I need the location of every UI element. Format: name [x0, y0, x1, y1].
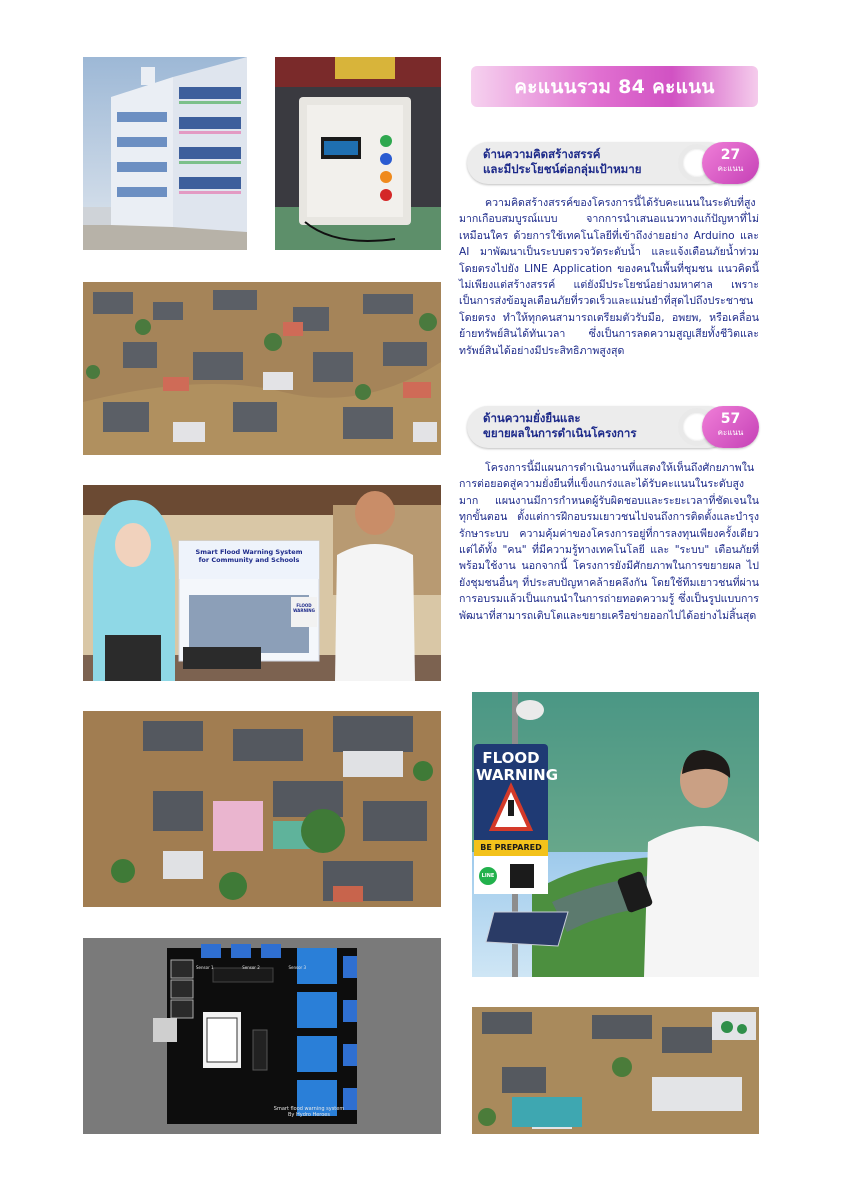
- sign-title-line1: FLOOD: [482, 749, 540, 767]
- section-title-line1: ด้านความยั่งยืนและ: [483, 411, 581, 425]
- section-paragraph-sustainability: โครงการนี้มีแผนการดำเนินงานที่แสดงให้เห็นถึงศักยภาพในการต่อยอดสู่ความยั่งยืนที่แข็งแกร่งและได้รับคะแนนในระดับสูงมาก แผนงานมีการกำหนดผู้รับผิดชอบและระยะเวลาที่ชัดเจนในทุกขั้นตอน ตั้งแต่การฝึกอบรมเยาวชนไปจนถึงการติดตั้งและบำรุงรักษาระบบ ความคุ้มค่าของโครงการอยู่ที่การลงทุนเพียงครั้งเดียว แต่ได้ทั้ง "คน" ที่มีความรู้ทางเทคโนโลยี และ "ระบบ" เตือนภัยที่พร้อมใช้งาน นอกจากนี้ โครงการยังมีศักยภาพในการขยายผล ไปยังชุมชนอื่นๆ ที่ประสบปัญหาคล้ายคลึงกัน โดยใช้ทีมเยาวชนที่ผ่านการอบรมแล้วเป็นแกนนำในการถ่ายทอดความรู้ ซึ่งเป็นรูปแบบการพัฒนาที่สามารถเติบโตและขยายเครือข่ายออกไปได้อย่างไม่สิ้นสุด: [459, 462, 759, 622]
- section-title-line2: และมีประโยชน์ต่อกลุ่มเป้าหมาย: [483, 162, 642, 176]
- sign-title: [476, 749, 559, 784]
- poster-title: [182, 548, 316, 564]
- section-paragraph-creativity: ความคิดสร้างสรรค์ของโครงการนี้ได้รับคะแนนในระดับที่สูงมากเกือบสมบูรณ์แบบ จากการนำเสนอแนวทางแก้ปัญหาที่ไม่เหมือนใคร ด้วยการใช้เทคโนโลยีที่เข้าถึงง่ายอย่าง Arduino และ AI มาพัฒนาเป็นระบบตรวจวัดระดับน้ำ และแจ้งเตือนภัยน้ำท่วมโดยตรงไปยัง LINE Application ของคนในพื้นที่ชุมชน แนวคิดนี้ไม่เพียงแต่สร้างสรรค์ แต่ยังมีประโยชน์อย่างมหาศาล เพราะเป็นการส่งข้อมูลเตือนภัยที่รวดเร็วและแม่นยำที่สุดไปถึงประชาชนโดยตรง ทำให้ทุกคนสามารถเตรียมตัวรับมือ, อพยพ, หรือเคลื่อนย้ายทรัพย์สินได้ทันเวลา ซึ่งเป็นการลดความสูญเสียทั้งชีวิตและทรัพย์สินได้อย่างมีประสิทธิภาพสูงสุด: [459, 197, 759, 357]
- warning-device-photo: [275, 57, 441, 250]
- aerial-flood-photo-1: [83, 282, 441, 455]
- aerial-flood-photo-2: [83, 711, 441, 907]
- pcb-title-line: Smart flood warning system: [273, 1106, 345, 1112]
- section-score-unit: คะแนน: [717, 428, 744, 437]
- flood-warning-sign-photo: [472, 692, 759, 977]
- pcb-sensor-labels: [196, 965, 306, 970]
- section-header-sustainability: [467, 406, 759, 448]
- section-score-badge: [702, 142, 759, 184]
- section-title-line2: ขยายผลในการดำเนินโครงการ: [483, 426, 637, 440]
- poster-title-line1: Smart Flood Warning System: [195, 548, 303, 556]
- section-title: [483, 411, 693, 441]
- poster-badge: FLOOD WARNING: [293, 603, 315, 613]
- section-score-value: 57: [720, 411, 741, 427]
- section-score-badge: [702, 406, 759, 448]
- section-title-line1: ด้านความคิดสร้างสรรค์: [483, 147, 601, 161]
- section-score-unit: คะแนน: [717, 164, 744, 173]
- section-score-value: 27: [720, 147, 741, 163]
- pcb-board-render: [83, 938, 441, 1134]
- total-score-banner: [471, 66, 758, 107]
- aerial-flood-photo-3: [472, 1007, 759, 1134]
- school-building-photo: [83, 57, 247, 250]
- poster-title-line2: for Community and Schools: [198, 556, 300, 564]
- pcb-sensor-2: Sensor 2: [242, 965, 260, 970]
- section-header-creativity: [467, 142, 759, 184]
- students-poster-photo: [83, 485, 441, 681]
- sign-title-line2: WARNING: [476, 766, 559, 784]
- total-score-label: คะแนนรวม 84 คะแนน: [514, 75, 715, 98]
- line-app-icon: LINE: [481, 873, 495, 879]
- pcb-subtitle: By Hydro Heroes: [288, 1112, 330, 1118]
- pcb-title: [259, 1106, 359, 1118]
- sign-prepared: BE PREPARED: [480, 843, 542, 852]
- pcb-sensor-3: Sensor 3: [288, 965, 306, 970]
- section-title: [483, 147, 693, 177]
- pcb-sensor-1: Sensor 1: [196, 965, 214, 970]
